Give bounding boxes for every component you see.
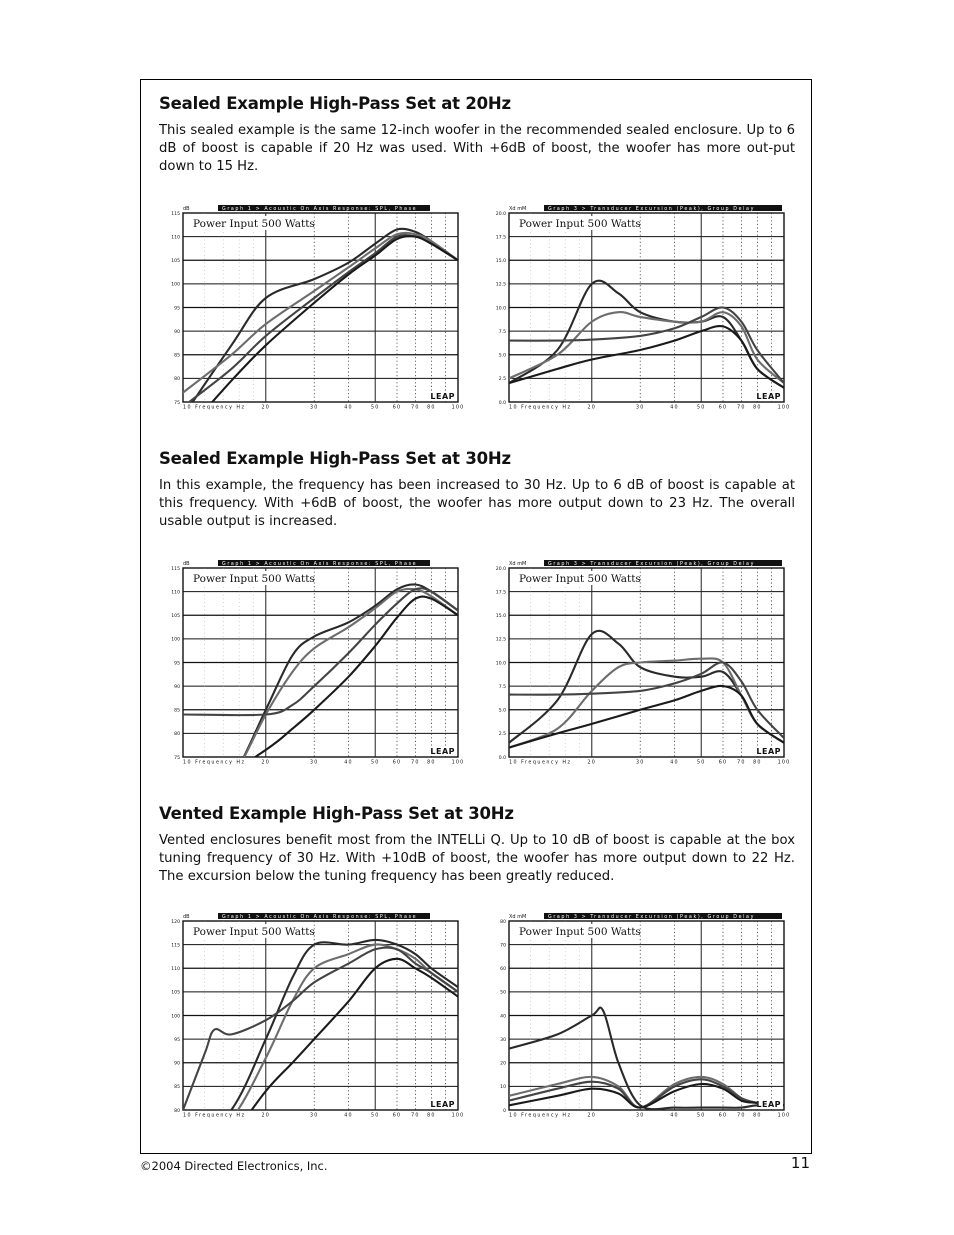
y-tick-label: 105 bbox=[171, 259, 180, 265]
y-tick-label: 10.0 bbox=[495, 661, 506, 667]
y-tick-label: 20.0 bbox=[495, 566, 506, 572]
power-input-label: Power Input 500 Watts bbox=[519, 218, 641, 230]
x-tick-label: 70 bbox=[737, 1113, 746, 1119]
x-tick-label: 30 bbox=[309, 405, 319, 411]
x-tick-label: 80 bbox=[427, 760, 436, 766]
x-tick-label: 80 bbox=[427, 1113, 436, 1119]
x-tick-label: 20 bbox=[261, 1113, 271, 1119]
chart-svg bbox=[494, 560, 789, 765]
x-axis-label: 10 Frequency Hz bbox=[509, 760, 572, 766]
y-tick-label: 20 bbox=[500, 1061, 506, 1067]
y-tick-label: 115 bbox=[171, 943, 180, 949]
y-tick-label: 105 bbox=[171, 990, 180, 996]
y-tick-label: 85 bbox=[174, 1085, 180, 1091]
graph-header-text: Graph 1 > Acoustic On Axis Response: SPL, Phase bbox=[222, 915, 418, 920]
graph-header-text: Graph 1 > Acoustic On Axis Response: SPL, Phase bbox=[222, 207, 418, 212]
y-tick-label: 5.0 bbox=[498, 708, 506, 714]
x-tick-label: 100 bbox=[451, 405, 465, 411]
y-tick-label: 17.5 bbox=[495, 235, 506, 241]
graph-header-text: Graph 3 > Transducer Excursion (Peak), Group Delay bbox=[548, 562, 756, 567]
spl-graph-sealed-30hz bbox=[168, 560, 463, 765]
y-tick-label: 2.5 bbox=[498, 732, 506, 738]
section-title-sealed-20hz: Sealed Example High-Pass Set at 20Hz bbox=[159, 94, 511, 113]
y-tick-label: 100 bbox=[171, 1014, 180, 1020]
x-tick-label: 100 bbox=[451, 760, 465, 766]
x-tick-label: 100 bbox=[777, 760, 791, 766]
x-tick-label: 30 bbox=[635, 1113, 645, 1119]
y-tick-label: 15.0 bbox=[495, 614, 506, 620]
y-unit-label: dB bbox=[183, 914, 190, 920]
y-tick-label: 110 bbox=[171, 235, 180, 241]
power-input-label: Power Input 500 Watts bbox=[519, 926, 641, 938]
x-tick-label: 60 bbox=[392, 1113, 402, 1119]
y-tick-label: 115 bbox=[171, 211, 180, 217]
y-tick-label: 100 bbox=[171, 282, 180, 288]
x-tick-label: 100 bbox=[777, 1113, 791, 1119]
y-tick-label: 17.5 bbox=[495, 590, 506, 596]
y-tick-label: 60 bbox=[500, 967, 506, 973]
y-tick-label: 0.0 bbox=[498, 400, 506, 406]
x-tick-label: 60 bbox=[392, 405, 402, 411]
x-tick-label: 100 bbox=[451, 1113, 465, 1119]
leap-logo: LEAP bbox=[430, 1100, 455, 1109]
y-tick-label: 105 bbox=[171, 614, 180, 620]
y-tick-label: 2.5 bbox=[498, 377, 506, 383]
excursion-graph-sealed-20hz bbox=[494, 205, 789, 410]
chart-svg bbox=[168, 913, 463, 1118]
x-axis-label: 10 Frequency Hz bbox=[183, 405, 246, 411]
page-number: 11 bbox=[790, 1154, 810, 1172]
x-axis-label: 10 Frequency Hz bbox=[509, 1113, 572, 1119]
x-tick-label: 20 bbox=[587, 1113, 597, 1119]
x-tick-label: 80 bbox=[427, 405, 436, 411]
x-tick-label: 60 bbox=[718, 405, 728, 411]
x-tick-label: 70 bbox=[737, 405, 746, 411]
y-tick-label: 80 bbox=[500, 919, 506, 925]
leap-logo: LEAP bbox=[756, 1100, 781, 1109]
x-tick-label: 60 bbox=[718, 760, 728, 766]
x-tick-label: 100 bbox=[777, 405, 791, 411]
y-tick-label: 7.5 bbox=[498, 329, 506, 335]
y-tick-label: 75 bbox=[174, 400, 180, 406]
x-tick-label: 80 bbox=[753, 1113, 762, 1119]
y-unit-label: Xd mM bbox=[509, 561, 527, 567]
x-tick-label: 40 bbox=[670, 760, 679, 766]
x-tick-label: 50 bbox=[370, 760, 380, 766]
x-tick-label: 30 bbox=[635, 760, 645, 766]
x-axis-label: 10 Frequency Hz bbox=[183, 760, 246, 766]
y-tick-label: 90 bbox=[174, 1061, 180, 1067]
x-tick-label: 50 bbox=[696, 760, 706, 766]
y-tick-label: 40 bbox=[500, 1014, 506, 1020]
x-tick-label: 30 bbox=[635, 405, 645, 411]
section-body-sealed-20hz: This sealed example is the same 12-inch woofer in the recommended sealed enclosure. Up to 6 dB of boost is capable if 20 Hz was used. With +6dB of boost, the woofer has more out-put down to 15 Hz. bbox=[159, 123, 795, 174]
section-title-sealed-30hz: Sealed Example High-Pass Set at 30Hz bbox=[159, 449, 511, 468]
y-tick-label: 10 bbox=[500, 1085, 506, 1091]
chart-svg bbox=[168, 205, 463, 410]
section-body-vented-30hz: Vented enclosures benefit most from the INTELLi Q. Up to 10 dB of boost is capable at the box tuning frequency of 30 Hz. With +10dB of boost, the woofer has more output down to 22 Hz. The excursion below the tuning frequency has been greatly reduced. bbox=[159, 833, 795, 884]
y-tick-label: 100 bbox=[171, 637, 180, 643]
x-tick-label: 20 bbox=[261, 760, 271, 766]
y-tick-label: 0.0 bbox=[498, 755, 506, 761]
x-axis-label: 10 Frequency Hz bbox=[183, 1113, 246, 1119]
y-tick-label: 10.0 bbox=[495, 306, 506, 312]
x-tick-label: 30 bbox=[309, 760, 319, 766]
y-tick-label: 80 bbox=[174, 377, 180, 383]
power-input-label: Power Input 500 Watts bbox=[519, 573, 641, 585]
x-tick-label: 20 bbox=[587, 405, 597, 411]
y-tick-label: 50 bbox=[500, 990, 506, 996]
spl-graph-vented-30hz bbox=[168, 913, 463, 1118]
y-unit-label: dB bbox=[183, 561, 190, 567]
y-tick-label: 70 bbox=[500, 943, 506, 949]
leap-logo: LEAP bbox=[756, 747, 781, 756]
x-axis-label: 10 Frequency Hz bbox=[509, 405, 572, 411]
leap-logo: LEAP bbox=[756, 392, 781, 401]
x-tick-label: 80 bbox=[753, 405, 762, 411]
x-tick-label: 70 bbox=[411, 405, 420, 411]
y-tick-label: 20.0 bbox=[495, 211, 506, 217]
x-tick-label: 50 bbox=[370, 1113, 380, 1119]
y-tick-label: 5.0 bbox=[498, 353, 506, 359]
y-tick-label: 80 bbox=[174, 732, 180, 738]
x-tick-label: 40 bbox=[670, 1113, 679, 1119]
y-tick-label: 110 bbox=[171, 967, 180, 973]
y-tick-label: 7.5 bbox=[498, 684, 506, 690]
leap-logo: LEAP bbox=[430, 392, 455, 401]
x-tick-label: 50 bbox=[696, 405, 706, 411]
x-tick-label: 30 bbox=[309, 1113, 319, 1119]
x-tick-label: 40 bbox=[344, 1113, 353, 1119]
y-tick-label: 115 bbox=[171, 566, 180, 572]
y-tick-label: 80 bbox=[174, 1108, 180, 1114]
y-tick-label: 90 bbox=[174, 684, 180, 690]
power-input-label: Power Input 500 Watts bbox=[193, 573, 315, 585]
y-unit-label: Xd mM bbox=[509, 206, 527, 212]
y-unit-label: Xd mM bbox=[509, 914, 527, 920]
x-tick-label: 60 bbox=[718, 1113, 728, 1119]
y-tick-label: 85 bbox=[174, 353, 180, 359]
y-tick-label: 110 bbox=[171, 590, 180, 596]
x-tick-label: 70 bbox=[411, 1113, 420, 1119]
excursion-graph-vented-30hz bbox=[494, 913, 789, 1118]
chart-svg bbox=[494, 205, 789, 410]
section-title-vented-30hz: Vented Example High-Pass Set at 30Hz bbox=[159, 804, 514, 823]
x-tick-label: 20 bbox=[587, 760, 597, 766]
chart-svg bbox=[494, 913, 789, 1118]
y-tick-label: 75 bbox=[174, 755, 180, 761]
y-tick-label: 12.5 bbox=[495, 637, 506, 643]
y-tick-label: 12.5 bbox=[495, 282, 506, 288]
y-tick-label: 120 bbox=[171, 919, 180, 925]
y-tick-label: 0 bbox=[503, 1108, 506, 1114]
y-tick-label: 95 bbox=[174, 661, 180, 667]
x-tick-label: 70 bbox=[737, 760, 746, 766]
graph-header-text: Graph 3 > Transducer Excursion (Peak), Group Delay bbox=[548, 915, 756, 920]
graph-header-text: Graph 1 > Acoustic On Axis Response: SPL, Phase bbox=[222, 562, 418, 567]
x-tick-label: 50 bbox=[370, 405, 380, 411]
y-unit-label: dB bbox=[183, 206, 190, 212]
x-tick-label: 80 bbox=[753, 760, 762, 766]
spl-graph-sealed-20hz bbox=[168, 205, 463, 410]
chart-svg bbox=[168, 560, 463, 765]
power-input-label: Power Input 500 Watts bbox=[193, 926, 315, 938]
power-input-label: Power Input 500 Watts bbox=[193, 218, 315, 230]
section-body-sealed-30hz: In this example, the frequency has been increased to 30 Hz. Up to 6 dB of boost is capable at this frequency. With +6dB of boost, the woofer has more output down to 23 Hz. The overall usable output is increased. bbox=[159, 478, 795, 529]
y-tick-label: 95 bbox=[174, 1037, 180, 1043]
x-tick-label: 60 bbox=[392, 760, 402, 766]
footer-copyright: ©2004 Directed Electronics, Inc. bbox=[140, 1159, 328, 1173]
graph-header-text: Graph 3 > Transducer Excursion (Peak), Group Delay bbox=[548, 207, 756, 212]
y-tick-label: 15.0 bbox=[495, 259, 506, 265]
x-tick-label: 40 bbox=[344, 405, 353, 411]
x-tick-label: 50 bbox=[696, 1113, 706, 1119]
y-tick-label: 85 bbox=[174, 708, 180, 714]
y-tick-label: 90 bbox=[174, 329, 180, 335]
y-tick-label: 95 bbox=[174, 306, 180, 312]
y-tick-label: 30 bbox=[500, 1037, 506, 1043]
x-tick-label: 40 bbox=[670, 405, 679, 411]
leap-logo: LEAP bbox=[430, 747, 455, 756]
x-tick-label: 70 bbox=[411, 760, 420, 766]
x-tick-label: 20 bbox=[261, 405, 271, 411]
x-tick-label: 40 bbox=[344, 760, 353, 766]
excursion-graph-sealed-30hz bbox=[494, 560, 789, 765]
